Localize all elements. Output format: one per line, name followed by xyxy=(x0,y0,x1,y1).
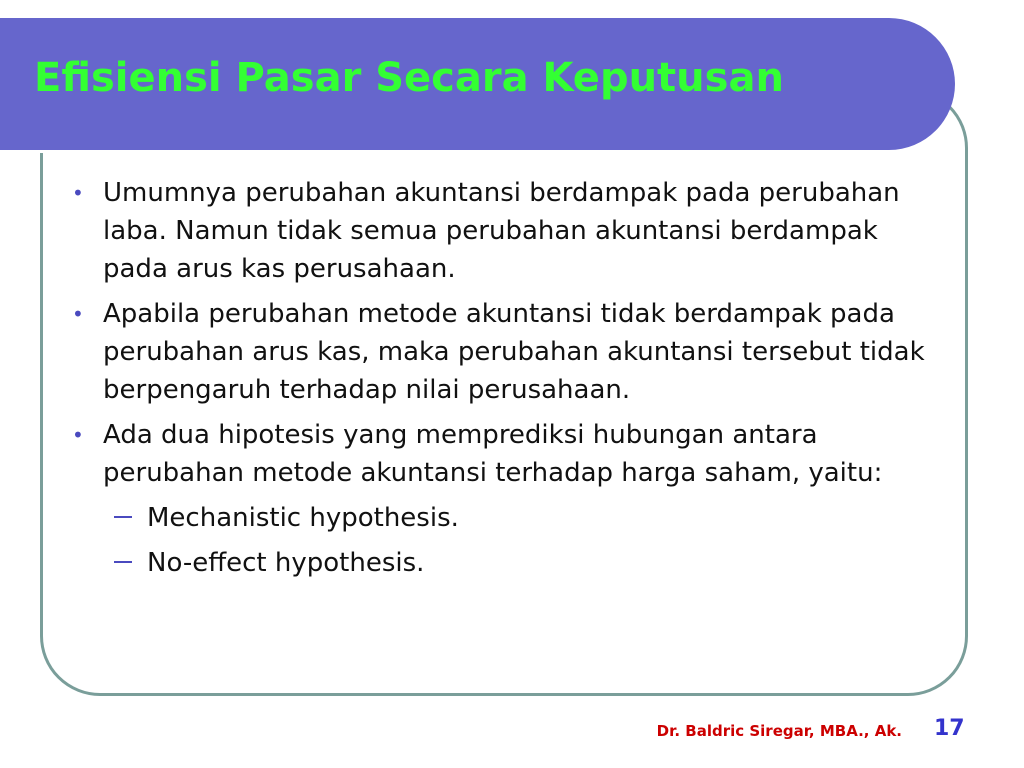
sub-bullet-text: Mechanistic hypothesis. xyxy=(147,503,459,533)
bullet-item-2 xyxy=(72,295,942,409)
bullet-text: Ada dua hipotesis yang memprediksi hubungan antara perubahan metode akuntansi terhadap harga saham, yaitu: xyxy=(103,420,883,488)
slide-title: Efisiensi Pasar Secara Keputusan xyxy=(34,55,784,101)
bullet-item-1 xyxy=(72,174,942,288)
bullet-item-3 xyxy=(72,416,942,492)
bullet-dot-icon: • xyxy=(72,302,84,326)
bullet-list xyxy=(72,174,942,589)
sub-bullet-text: No-effect hypothesis. xyxy=(147,548,425,578)
footer-author: Dr. Baldric Siregar, MBA., Ak. xyxy=(656,722,902,740)
dash-icon xyxy=(114,516,132,518)
dash-icon xyxy=(114,561,132,563)
bullet-dot-icon: • xyxy=(72,423,84,447)
bullet-text: Apabila perubahan metode akuntansi tidak berdampak pada perubahan arus kas, maka perubahan akuntansi tersebut tidak berpengaruh terhadap nilai perusahaan. xyxy=(103,299,925,405)
sub-bullet-item-2 xyxy=(72,544,942,582)
sub-bullet-item-1 xyxy=(72,499,942,537)
title-underline xyxy=(0,150,905,153)
bullet-text: Umumnya perubahan akuntansi berdampak pada perubahan laba. Namun tidak semua perubahan akuntansi berdampak pada arus kas perusahaan. xyxy=(103,178,900,284)
page-number: 17 xyxy=(934,716,965,741)
bullet-dot-icon: • xyxy=(72,181,84,205)
